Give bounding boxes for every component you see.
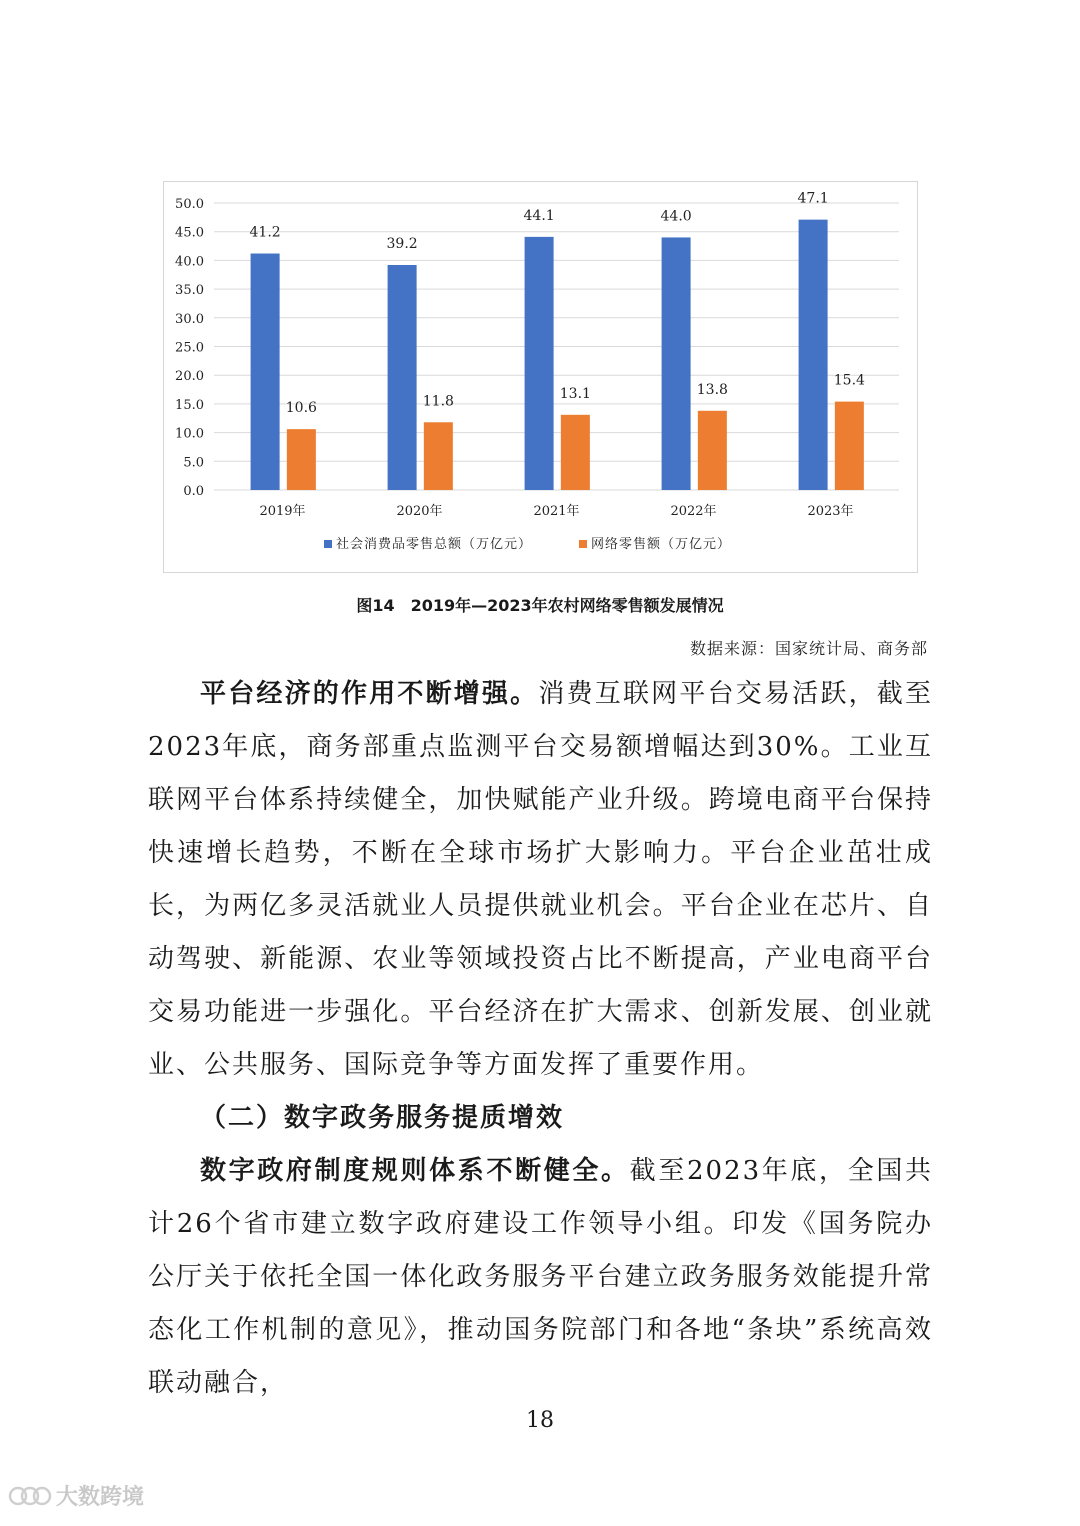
legend-entry: 社会消费品零售总额（万亿元）	[336, 537, 533, 552]
paragraph-lead: 数字政府制度规则体系不断健全。	[200, 1156, 630, 1186]
data-label: 13.1	[559, 385, 591, 402]
bar-online-retail	[561, 415, 590, 490]
data-label: 44.1	[523, 207, 555, 224]
x-tick-label: 2022年	[670, 504, 717, 519]
data-label: 10.6	[285, 400, 317, 417]
paragraph-text: 消费互联网平台交易活跃，截至2023年底，商务部重点监测平台交易额增幅达到30%。工业互联网平台体系持续健全，加快赋能产业升级。跨境电商平台保持快速增长趋势，不断在全球市场扩大影响力。平台企业茁壮成长，为两亿多灵活就业人员提供就业机会。平台企业在芯片、自动驾驶、新能源、农业等领域投资占比不断提高，产业电商平台交易功能进一步强化。平台经济在扩大需求、创新发展、创业就业、公共服务、国际竞争等方面发挥了重要作用。	[148, 679, 933, 1080]
body-text	[148, 668, 933, 1410]
bar-online-retail	[424, 422, 453, 490]
x-tick-label: 2019年	[259, 504, 306, 519]
y-tick-label: 25.0	[175, 340, 204, 356]
legend-entry: 网络零售额（万亿元）	[591, 537, 732, 552]
legend-swatch	[579, 540, 587, 548]
paragraph-text: 截至2023年底，全国共计26个省市建立数字政府建设工作领导小组。印发《国务院办公厅关于依托全国一体化政务服务平台建立政务服务效能提升常态化工作机制的意见》，推动国务院部门和各地“条块”系统高效联动融合，	[148, 1156, 933, 1398]
y-tick-label: 45.0	[175, 225, 204, 241]
y-tick-label: 5.0	[183, 455, 204, 471]
y-tick-label: 50.0	[175, 197, 204, 212]
chart-container	[163, 181, 918, 573]
figure-caption: 图14 2019年—2023年农村网络零售额发展情况	[356, 596, 724, 615]
y-tick-label: 10.0	[175, 426, 204, 442]
page-number: 18	[526, 1408, 554, 1433]
data-label: 13.8	[696, 381, 728, 398]
bar-retail-total	[251, 254, 280, 490]
watermark-logo-icon	[8, 1483, 52, 1509]
x-tick-label: 2021年	[533, 504, 580, 519]
bar-retail-total	[799, 220, 828, 490]
data-label: 39.2	[386, 235, 418, 252]
y-tick-label: 35.0	[175, 283, 204, 299]
data-source: 数据来源：国家统计局、商务部	[689, 639, 928, 658]
x-tick-label: 2023年	[807, 504, 854, 519]
data-label: 44.0	[660, 208, 692, 225]
paragraph-platform-economy	[148, 668, 933, 1092]
x-tick-label: 2020年	[396, 504, 443, 519]
paragraph-digital-government	[148, 1145, 933, 1410]
y-tick-label: 15.0	[175, 397, 204, 413]
watermark-text: 大数跨境	[56, 1485, 145, 1510]
data-label: 15.4	[833, 372, 865, 389]
section-heading: （二）数字政务服务提质增效	[200, 1103, 565, 1133]
y-tick-label: 40.0	[175, 254, 204, 270]
bar-chart	[164, 182, 919, 574]
legend-swatch	[324, 540, 332, 548]
bar-online-retail	[835, 402, 864, 490]
watermark	[8, 1480, 144, 1511]
data-label: 11.8	[422, 393, 454, 410]
bar-retail-total	[388, 265, 417, 490]
y-tick-label: 20.0	[175, 369, 204, 385]
y-tick-label: 30.0	[175, 311, 204, 327]
data-label: 41.2	[249, 224, 281, 241]
paragraph-lead: 平台经济的作用不断增强。	[200, 679, 539, 709]
bar-online-retail	[698, 411, 727, 490]
y-tick-label: 0.0	[183, 484, 204, 499]
bar-retail-total	[525, 237, 554, 490]
bar-online-retail	[287, 429, 316, 490]
data-label: 47.1	[797, 190, 829, 207]
bar-retail-total	[662, 237, 691, 490]
